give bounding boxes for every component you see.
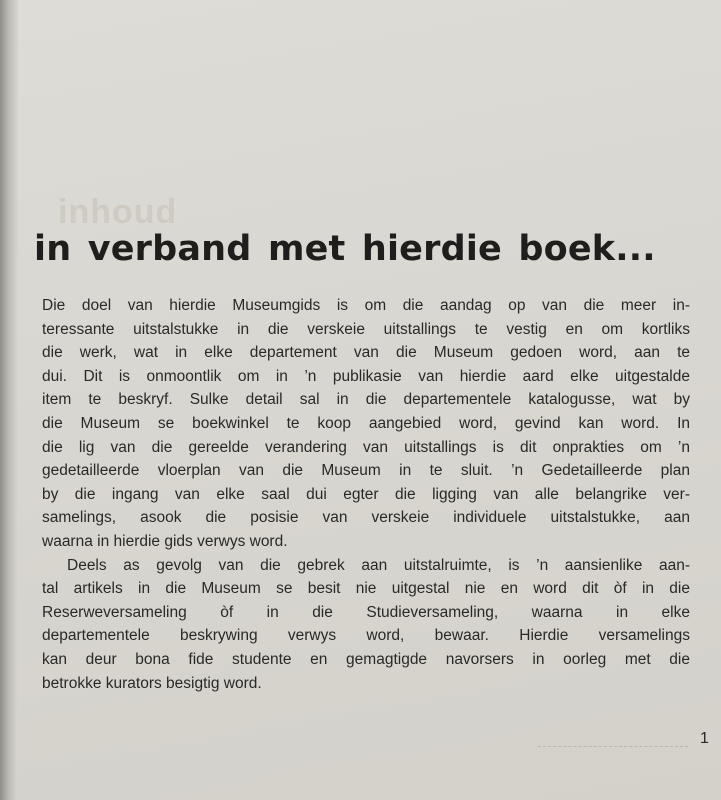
paragraph-1 <box>42 294 690 554</box>
book-page <box>18 0 721 800</box>
show-through-text: inhoud <box>58 193 178 231</box>
text-line: item te beskryf. Sulke detail sal in die departementele katalogusse, wat by <box>42 391 690 409</box>
text-line: die lig van die gereelde verandering van uitstallings is dit onprakties om ’n <box>42 438 690 456</box>
text-line: Reserweversameling òf in die Studieversameling, waarna in elke <box>42 603 690 621</box>
text-line: Die doel van hierdie Museumgids is om die aandag op van die meer in- <box>42 297 690 314</box>
text-line: dui. Dit is onmoontlik om in ’n publikasie van hierdie aard elke uitgestalde <box>42 367 690 385</box>
text-line: gedetailleerde vloerplan van die Museum in te sluit. ’n Gedetailleerde plan <box>42 462 690 480</box>
text-line: die Museum se boekwinkel te koop aangebied word, gevind kan word. In <box>42 414 690 432</box>
text-line: betrokke kurators besigtig word. <box>42 674 262 692</box>
text-line: samelings, asook die posisie van verskeie individuele uitstalstukke, aan <box>42 509 690 527</box>
text-line: teressante uitstalstukke in die verskeie uitstallings te vestig en om kortliks <box>42 320 690 338</box>
text-line: kan deur bona fide studente en gemagtigde navorsers in oorleg met die <box>42 650 690 668</box>
text-line: tal artikels in die Museum se besit nie uitgestal nie en word dit òf in die <box>42 580 690 598</box>
text-line: die werk, wat in elke departement van die Museum gedoen word, aan te <box>42 344 690 362</box>
text-line: departementele beskrywing verwys word, bewaar. Hierdie versamelings <box>42 627 690 645</box>
footer-rule <box>538 746 688 747</box>
body-text <box>42 294 690 695</box>
text-line: by die ingang van elke saal dui egter die ligging van alle belangrike ver- <box>42 485 690 503</box>
binding-shadow <box>0 0 18 800</box>
page-number: 1 <box>700 730 709 747</box>
page-heading: in verband met hierdie boek... <box>34 229 656 269</box>
paragraph-2 <box>42 554 690 696</box>
text-line: Deels as gevolg van die gebrek aan uitstalruimte, is ’n aansienlike aan- <box>67 556 690 574</box>
text-line: waarna in hierdie gids verwys word. <box>42 532 288 550</box>
